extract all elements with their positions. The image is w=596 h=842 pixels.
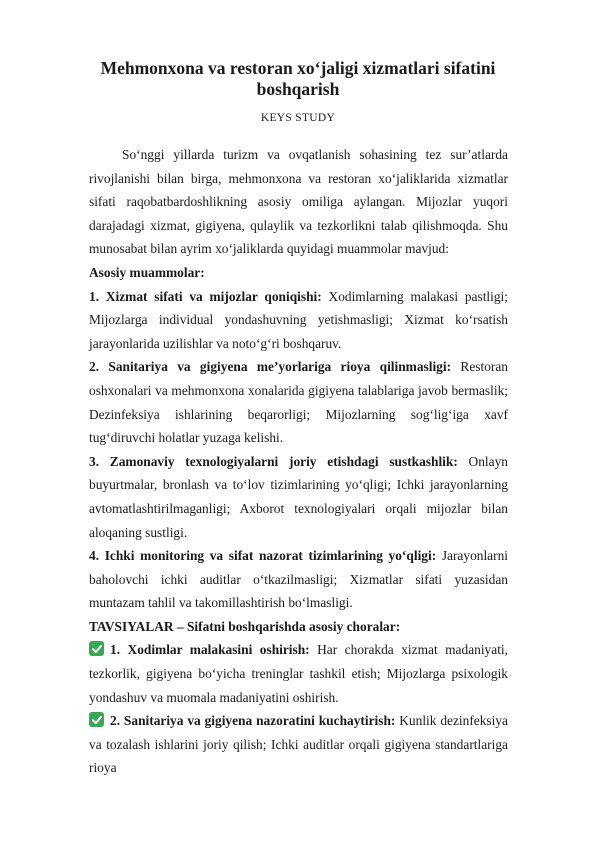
problem-title: 2. Sanitariya va gigiyena me’yorlariga rioya qilinmasligi:	[89, 359, 452, 375]
recommendation-text: Kunlik dezinfeksiya va tozalash ishlarini joriy qilish; Ichki auditlar orqali gigiyena standartlariga rioya	[89, 713, 508, 776]
check-mark-icon	[89, 641, 104, 656]
problem-item	[89, 355, 508, 449]
document-title: Mehmonxona va restoran xo‘jaligi xizmatlari sifatini boshqarish	[100, 58, 496, 99]
check-mark-icon	[89, 712, 104, 727]
problem-title: 1. Xizmat sifati va mijozlar qoniqishi:	[89, 288, 322, 304]
document-body	[89, 143, 508, 780]
problem-text: Restoran oshxonalari va mehmonxona xonalarida gigiyena talablariga javob bermaslik; Dezinfeksiya ishlarining beqarorligi; Mijozlarning sog‘lig‘iga xavf tug‘diruvchi holatlar yuzaga kelishi.	[89, 359, 508, 446]
problem-item	[89, 285, 508, 356]
recommendation-title: 2. Sanitariya va gigiyena nazoratini kuchaytirish:	[110, 713, 396, 729]
problem-text: Xodimlarning malakasi pastligi; Mijozlarga individual yondashuvning yetishmasligi; Xizmat ko‘rsatish jarayonlarida uzilishlar va noto‘g‘ri boshqaruv.	[89, 288, 508, 351]
recommendation-item	[89, 709, 508, 780]
problem-item	[89, 450, 508, 544]
recommendations-heading: TAVSIYALAR – Sifatni boshqarishda asosiy choralar:	[89, 618, 401, 634]
document-subtitle: KEYS STUDY	[260, 112, 336, 124]
problem-title: 3. Zamonaviy texnologiyalarni joriy etishdagi sustkashlik:	[89, 453, 458, 469]
problem-item	[89, 544, 508, 615]
recommendation-item	[89, 638, 508, 709]
problem-title: 4. Ichki monitoring va sifat nazorat tizimlarining yo‘qligi:	[89, 548, 437, 564]
recommendation-title: 1. Xodimlar malakasini oshirish:	[110, 642, 310, 658]
problem-text: Jarayonlarni baholovchi ichki auditlar o‘tkazilmasligi; Xizmatlar sifati yuzasidan muntazam tahlil va takomillashtirish bo‘lmasligi.	[89, 548, 509, 611]
intro-paragraph: So‘nggi yillarda turizm va ovqatlanish sohasining tez sur’atlarda rivojlanishi bilan birga, mehmonxona va restoran xo‘jaliklarida xizmatlar sifati raqobatbardoshlikning asosiy omiliga aylangan. Mijozlar yuqori darajadagi xizmat, gigiyena, qulaylik va tezkorlikni talab qilishmoqda. Shu munosabat bilan ayrim xo‘jaliklarda quyidagi muammolar mavjud:	[89, 147, 508, 257]
recommendation-text: Har chorakda xizmat madaniyati, tezkorlik, gigiyena bo‘yicha treninglar tashkil etish; Mijozlarga psixologik yondashuv va muomala madaniyatini oshirish.	[89, 642, 508, 705]
problem-text: Onlayn buyurtmalar, bronlash va to‘lov tizimlarining yo‘qligi; Ichki jarayonlarning avtomatlashtirilmaganligi; Axborot texnologiyalari orqali mijozlar bilan aloqaning sustligi.	[89, 453, 508, 540]
problems-heading: Asosiy muammolar:	[89, 264, 205, 280]
